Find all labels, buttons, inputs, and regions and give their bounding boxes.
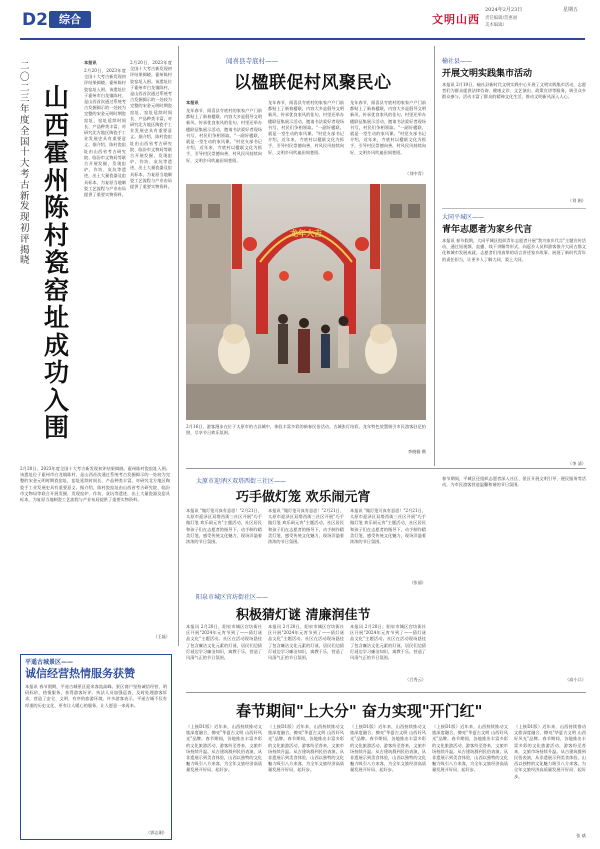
section-label: 综合 (59, 13, 81, 26)
right1-credit: （刘 娟） (567, 198, 586, 203)
bottom-left-story (20, 654, 172, 840)
mid2-body-col1: 本报讯 2月20日，阳泉市城区官坊街社区开展"2024年元宵节到了——猜灯谜 品文化"主题活动。社区在活动现场悬挂了包含廉洁文化元素的灯谜，居民们边猜灯谜边学习廉洁知识，寓教于乐，营造了风清气正的节日氛围。 (186, 624, 262, 661)
right2-credit: （李 清） (567, 461, 586, 466)
left-byline: 本报讯 (84, 60, 97, 65)
divider (186, 692, 586, 693)
left-body-col1: 2月20日，2023年度全国十大考古新发现初评结果揭晓。霍州陈村瓷窑址入围。该遗址位于霍州市白龙镇陈村，是山西首次通过系统考古发掘揭示的一处较为完整的宋金元明时期瓷窑址，窑址延续时间长、产品种类丰富，对研究北方地区陶瓷手工业发展史具有重要意义。据介绍，陈村瓷窑址由山西省考古研究院、临汾市文物局等联合开展发掘，发现窑炉、作坊、灰坑等遗迹，出土大量瓷器及窑具标本，为复原当地制瓷工艺流程与产业布局提供了重要实物资料。 (84, 68, 126, 198)
feature-photo-caption: 2月16日，游客漫步在位于太原市的古县城中，体验丰富多彩的新春民俗活动。古城张灯结彩，龙年特色装置吸引市民游客驻足拍照，尽享节日欢乐氛围。 (186, 424, 426, 436)
bottom-body-col4: （上接D1版）近年来，山西持续推动文旅深度融合，擦亮"华夏古文明 山西好风光"品牌。春节期间，各地推出丰富多彩的文化旅游活动，游客纷至沓来，文旅市场持续升温。从古建筑群到民俗表演，从非遗展示到美食体验，山西以独特的文化魅力吸引八方来客，为全年文旅经济高质量发展开好局、起好步。 (432, 724, 508, 773)
left-headline: 山西霍州陈村瓷窑址成功入围 (44, 83, 70, 442)
bl-kicker: 平遥古城景区—— (25, 659, 74, 666)
feature-body-col3: 龙年春节，闻喜县寺底村的家家户户门前都贴上了新春楹联，内容大多是倡导文明新风、传承优良家风的佳句。村里还举办楹联征集展示活动，邀请书法爱好者现场书写，村民们争相领取。"一副好楹联，就是一堂生动的家风课。"村党支部书记介绍，近年来，寺底村以楹联文化为抓手，引导村民崇德向善，村风民风持续向好，文明乡风吹遍田间巷陌。 (350, 100, 426, 155)
left-overline: 二〇二三年度全国十大考古新发现初评揭晓 (20, 61, 30, 267)
bl-credit: （郭志刚） (146, 830, 167, 835)
weekday: 星期五 (563, 7, 579, 13)
masthead-rule (20, 38, 585, 40)
right-tail-body: 春节期间，平城区还组织志愿者深入社区、景区开展文明引导、便民服务等活动，为市民游客营造温馨和谐的节日氛围。 (442, 476, 586, 488)
editor-line-1: 责任编辑/贺惠丽 (485, 16, 518, 21)
mid1-kicker: 太原市迎泽区双塔西街三社区—— (196, 478, 287, 485)
mid1-body-col3: 本报讯 "做灯笼可真有意思！"2月21日，太原市迎泽区双塔西街三社区开展"巧手做灯笼 欢乐闹元宵"主题活动，社区居民和孩子们在志愿者的指导下，动手制作精美灯笼，感受传统文化魅力，现场洋溢着浓浓的节日氛围。 (350, 508, 426, 545)
bl-headline: 诚信经营热情服务获赞 (25, 667, 135, 680)
bottom-body-col3: （上接D1版）近年来，山西持续推动文旅深度融合，擦亮"华夏古文明 山西好风光"品牌。春节期间，各地推出丰富多彩的文化旅游活动，游客纷至沓来，文旅市场持续升温。从古建筑群到民俗表演，从非遗展示到美食体验，山西以独特的文化魅力吸引八方来客，为全年文旅经济高质量发展开好局、起好步。 (350, 724, 426, 773)
bottom-body-col2: （上接D1版）近年来，山西持续推动文旅深度融合，擦亮"华夏古文明 山西好风光"品牌。春节期间，各地推出丰富多彩的文化旅游活动，游客纷至沓来，文旅市场持续升温。从古建筑群到民俗表演，从非遗展示到美食体验，山西以独特的文化魅力吸引八方来客，为全年文旅经济高质量发展开好局、起好步。 (268, 724, 344, 773)
left-body-col2: 2月20日，2023年度全国十大考古新发现初评结果揭晓。霍州陈村瓷窑址入围。该遗址位于霍州市白龙镇陈村，是山西首次通过系统考古发掘揭示的一处较为完整的宋金元明时期瓷窑址，窑址延续时间长、产品种类丰富，对研究北方地区陶瓷手工业发展史具有重要意义。据介绍，陈村瓷窑址由山西省考古研究院、临汾市文物局等联合开展发掘，发现窑炉、作坊、灰坑等遗迹，出土大量瓷器及窑具标本，为复原当地制瓷工艺流程与产业布局提供了重要实物资料。 (130, 60, 172, 190)
middle-stories (186, 472, 426, 688)
section-badge (49, 11, 91, 28)
bottom-body-col5: （上接D1版）近年来，山西持续推动文旅深度融合，擦亮"华夏古文明 山西好风光"品牌。春节期间，各地推出丰富多彩的文化旅游活动，游客纷至沓来，文旅市场持续升温。从古建筑群到民俗表演，从非遗展示到美食体验，山西以独特的文化魅力吸引八方来客，为全年文旅经济高质量发展开好局、起好步。 (514, 724, 586, 779)
feature-body-col1: 龙年春节，闻喜县寺底村的家家户户门前都贴上了新春楹联，内容大多是倡导文明新风、传承优良家风的佳句。村里还举办楹联征集展示活动，邀请书法爱好者现场书写，村民们争相领取。"一副好楹联，就是一堂生动的家风课。"村党支部书记介绍，近年来，寺底村以楹联文化为抓手，引导村民崇德向善，村风民风持续向好，文明乡风吹遍田间巷陌。 (186, 108, 262, 163)
right2-kicker: 大同平城区—— (442, 214, 485, 221)
right-column (442, 56, 586, 476)
right1-headline: 开展文明实践集市活动 (442, 69, 533, 79)
mid1-credit: （张丽） (409, 580, 426, 585)
feature-photo (186, 184, 426, 420)
photo-scene (186, 184, 426, 420)
mid2-credit: （吕秀云） (405, 677, 426, 682)
mid2-body-col2: 本报讯 2月20日，阳泉市城区官坊街社区开展"2024年元宵节到了——猜灯谜 品文化"主题活动。社区在活动现场悬挂了包含廉洁文化元素的灯谜，居民们边猜灯谜边学习廉洁知识，寓教于乐，营造了风清气正的节日氛围。 (268, 624, 344, 661)
divider (434, 46, 435, 466)
mid2-headline: 积极猜灯谜 清廉润佳节 (236, 608, 371, 623)
right1-body: 本报讯 2月19日，榆社县新时代文明实践中心开展了文明实践集市活动，志愿者们为群众提供法律咨询、健康义诊、文艺演出、政策宣讲等服务，吸引众多群众参与。活动丰富了群众的精神文化生活，推动文明新风深入人心。 (442, 82, 586, 100)
right1-kicker: 榆社县—— (442, 58, 473, 65)
feature-headline: 以楹联促村风聚民心 (234, 73, 392, 93)
feature-kicker: 闻喜县寺底村—— (226, 57, 278, 65)
bottom-headline: 春节期间"上大分" 奋力实现"开门红" (236, 702, 483, 720)
left-credit: （王磊） (153, 634, 170, 639)
mid2-body-col3: 本报讯 2月20日，阳泉市城区官坊街社区开展"2024年元宵节到了——猜灯谜 品文化"主题活动。社区在活动现场悬挂了包含廉洁文化元素的灯谜，居民们边猜灯谜边学习廉洁知识，寓教于乐，营造了风清气正的节日氛围。 (350, 624, 426, 661)
feature-credit: （刘中青） (405, 171, 426, 176)
bottom-body-col1: （上接D1版）近年来，山西持续推动文旅深度融合，擦亮"华夏古文明 山西好风光"品牌。春节期间，各地推出丰富多彩的文化旅游活动，游客纷至沓来，文旅市场持续升温。从古建筑群到民俗表演，从非遗展示到美食体验，山西以独特的文化魅力吸引八方来客，为全年文旅经济高质量发展开好局、起好步。 (186, 724, 262, 773)
right2-body: 本报讯 春节假期，大同平城区组织青年志愿者开展"我为家乡代言"主题宣传活动，通过短视频、直播、线下讲解等形式，向返乡人员和游客推介大同古都文化和城市发展成就。志愿者们用真挚的语言讲述家乡故事，展现了新时代青年的责任担当，让更多人了解大同、爱上大同。 (442, 238, 586, 262)
bottom-credit: 张 斌 (576, 833, 586, 838)
feature-byline: 本报讯 (186, 100, 199, 105)
right-tail (442, 472, 586, 688)
mid1-body-col1: 本报讯 "做灯笼可真有意思！"2月21日，太原市迎泽区双塔西街三社区开展"巧手做灯笼 欢乐闹元宵"主题活动，社区居民和孩子们在志愿者的指导下，动手制作精美灯笼，感受传统文化魅力，现场洋溢着浓浓的节日氛围。 (186, 508, 262, 545)
divider (442, 208, 586, 209)
right-tail-credit: （高小兵） (565, 677, 586, 682)
divider (178, 46, 179, 646)
bottom-story (186, 696, 586, 842)
page-number: D2 (22, 10, 48, 30)
mid2-kicker: 阳泉市城区官坊街社区—— (196, 594, 269, 601)
masthead (0, 0, 600, 44)
mid1-body-col2: 本报讯 "做灯笼可真有意思！"2月21日，太原市迎泽区双塔西街三社区开展"巧手做灯笼 欢乐闹元宵"主题活动，社区居民和孩子们在志愿者的指导下，动手制作精美灯笼，感受传统文化魅力，现场洋溢着浓浓的节日氛围。 (268, 508, 344, 545)
bl-body: 本报讯 春节假期，平遥古城景区迎来客流高峰。景区商户坚持诚信经营，明码标价，热情服务，获得游客好评。执法人员加强巡查，及时处理游客诉求，营造了安全、文明、有序的旅游环境。许多游客表示，平遥古城不仅有厚重的历史文化，更有让人暖心的服务，让人愿意一来再来。 (25, 684, 167, 708)
logo: 文明山西 (432, 13, 480, 26)
left-body-wide: 2月20日，2023年度全国十大考古新发现初评结果揭晓。霍州陈村瓷窑址入围。该遗址位于霍州市白龙镇陈村，是山西首次通过系统考古发掘揭示的一处较为完整的宋金元明时期瓷窑址，窑址延续时间长、产品种类丰富，对研究北方地区陶瓷手工业发展史具有重要意义。据介绍，陈村瓷窑址由山西省考古研究院、临汾市文物局等联合开展发掘，发现窑炉、作坊、灰坑等遗迹，出土大量瓷器及窑具标本，为复原当地制瓷工艺流程与产业布局提供了重要实物资料。 (20, 466, 170, 503)
photo-arch-text: 龙年大吉 (290, 229, 322, 238)
editor-line-2: 美术编辑/ (485, 23, 505, 28)
mid1-headline: 巧手做灯笼 欢乐闹元宵 (236, 490, 371, 505)
left-story (20, 56, 170, 646)
feature-body-col2: 龙年春节，闻喜县寺底村的家家户户门前都贴上了新春楹联，内容大多是倡导文明新风、传承优良家风的佳句。村里还举办楹联征集展示活动，邀请书法爱好者现场书写，村民们争相领取。"一副好楹联，就是一堂生动的家风课。"村党支部书记介绍，近年来，寺底村以楹联文化为抓手，引导村民崇德向善，村风民风持续向好，文明乡风吹遍田间巷陌。 (268, 100, 344, 155)
divider (186, 468, 586, 469)
right2-headline: 青年志愿者为家乡代言 (442, 225, 533, 235)
feature-story (186, 56, 426, 466)
date-line: 2024年2月23日 (485, 7, 523, 13)
feature-photo-credit: 李晓愉 摄 (407, 449, 426, 454)
